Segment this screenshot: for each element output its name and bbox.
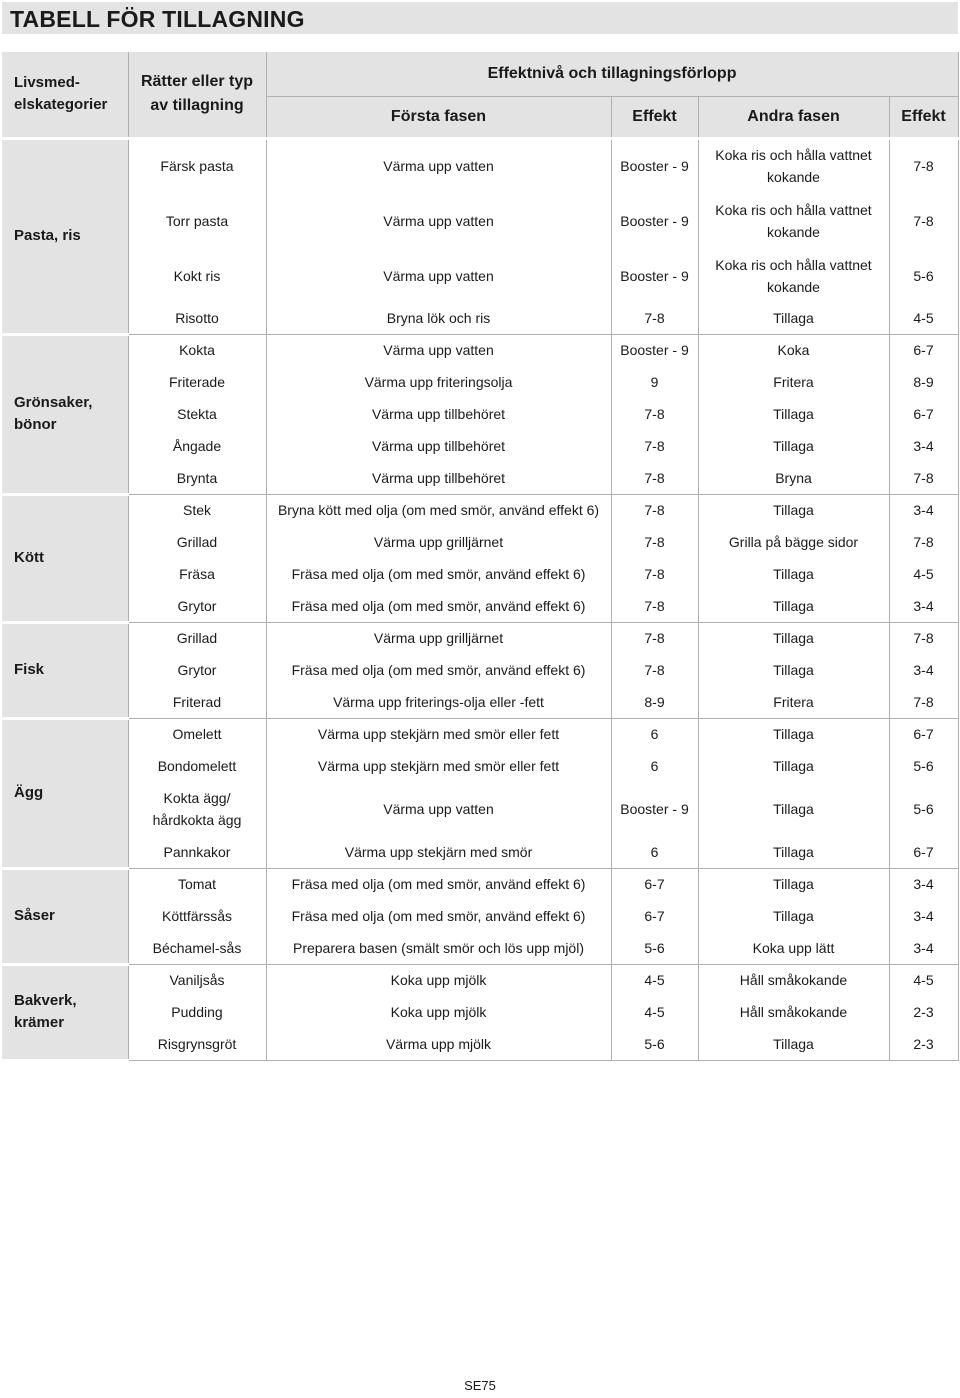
effect1-cell: 7-8 — [611, 303, 698, 334]
dish-cell: Béchamel-sås — [128, 932, 266, 964]
phase2-cell: Tillaga — [698, 654, 889, 686]
table-body — [2, 138, 958, 1060]
phase2-cell: Tillaga — [698, 430, 889, 462]
dish-cell: Grillad — [128, 526, 266, 558]
table-row — [2, 868, 958, 900]
dish-cell: Risgrynsgröt — [128, 1028, 266, 1060]
text-line: Bakverk, — [14, 992, 77, 1009]
effect2-cell: 7-8 — [889, 622, 958, 654]
table-row — [2, 462, 958, 494]
page-number: SE75 — [464, 1378, 496, 1393]
table-row — [2, 494, 958, 526]
dish-cell: Stekta — [128, 398, 266, 430]
category-label: Pasta, ris — [2, 138, 128, 334]
table-row — [2, 248, 958, 303]
dish-cell: Friterade — [128, 366, 266, 398]
effect1-cell: 7-8 — [611, 590, 698, 622]
table-row — [2, 750, 958, 782]
effect2-cell: 3-4 — [889, 430, 958, 462]
effect2-cell: 7-8 — [889, 686, 958, 718]
effect1-cell: 7-8 — [611, 526, 698, 558]
dish-cell: Köttfärssås — [128, 900, 266, 932]
header-dish — [128, 52, 266, 138]
table-row — [2, 622, 958, 654]
table-row — [2, 964, 958, 996]
effect2-cell: 5-6 — [889, 248, 958, 303]
table-row — [2, 334, 958, 366]
phase2-cell: Tillaga — [698, 718, 889, 750]
phase2-cell: Tillaga — [698, 558, 889, 590]
category-label: Kött — [2, 494, 128, 622]
phase2-cell: Bryna — [698, 462, 889, 494]
phase1-cell: Värma upp vatten — [266, 248, 611, 303]
effect1-cell: 6 — [611, 836, 698, 868]
category-label: Fisk — [2, 622, 128, 718]
effect2-cell: 6-7 — [889, 334, 958, 366]
effect1-cell: 7-8 — [611, 558, 698, 590]
header-category — [2, 52, 128, 138]
text-line: krämer — [14, 1014, 65, 1031]
table-row — [2, 138, 958, 193]
effect2-cell: 2-3 — [889, 1028, 958, 1060]
phase2-cell: Fritera — [698, 366, 889, 398]
category-label — [2, 964, 128, 1060]
effect1-cell: Booster - 9 — [611, 334, 698, 366]
effect1-cell: 4-5 — [611, 996, 698, 1028]
dish-cell: Omelett — [128, 718, 266, 750]
table-row — [2, 996, 958, 1028]
effect1-cell: 9 — [611, 366, 698, 398]
phase1-cell: Värma upp vatten — [266, 138, 611, 193]
effect2-cell: 3-4 — [889, 654, 958, 686]
effect2-cell: 5-6 — [889, 750, 958, 782]
dish-cell: Färsk pasta — [128, 138, 266, 193]
effect2-cell: 7-8 — [889, 462, 958, 494]
phase1-cell: Värma upp vatten — [266, 334, 611, 366]
dish-cell: Pudding — [128, 996, 266, 1028]
phase1-cell: Preparera basen (smält smör och lös upp mjöl) — [266, 932, 611, 964]
header-phase1: Första fasen — [266, 96, 611, 138]
phase1-cell: Fräsa med olja (om med smör, använd effekt 6) — [266, 868, 611, 900]
table-row — [2, 558, 958, 590]
effect2-cell: 7-8 — [889, 193, 958, 248]
phase1-cell: Värma upp grilljärnet — [266, 622, 611, 654]
text-line: kokande — [767, 278, 820, 295]
dish-cell: Bondomelett — [128, 750, 266, 782]
table-row — [2, 526, 958, 558]
phase1-cell: Värma upp friterings-olja eller -fett — [266, 686, 611, 718]
dish-cell: Vaniljsås — [128, 964, 266, 996]
effect2-cell: 5-6 — [889, 782, 958, 836]
title-bar — [2, 2, 958, 34]
effect1-cell: 7-8 — [611, 430, 698, 462]
phase1-cell: Bryna lök och ris — [266, 303, 611, 334]
effect2-cell: 3-4 — [889, 590, 958, 622]
table-row — [2, 590, 958, 622]
text-line: bönor — [14, 416, 57, 433]
phase1-cell: Värma upp friteringsolja — [266, 366, 611, 398]
phase1-cell: Fräsa med olja (om med smör, använd effekt 6) — [266, 590, 611, 622]
effect1-cell: 6 — [611, 718, 698, 750]
table-row — [2, 366, 958, 398]
phase1-cell: Fräsa med olja (om med smör, använd effekt 6) — [266, 558, 611, 590]
category-label: Ägg — [2, 718, 128, 868]
table-row — [2, 430, 958, 462]
effect1-cell: 5-6 — [611, 932, 698, 964]
phase1-cell: Värma upp stekjärn med smör eller fett — [266, 750, 611, 782]
phase2-cell — [698, 138, 889, 193]
header-effect1: Effekt — [611, 96, 698, 138]
category-label: Såser — [2, 868, 128, 964]
phase2-cell: Tillaga — [698, 900, 889, 932]
effect2-cell: 4-5 — [889, 303, 958, 334]
effect1-cell: 7-8 — [611, 622, 698, 654]
effect2-cell: 3-4 — [889, 932, 958, 964]
table-row — [2, 193, 958, 248]
phase2-cell: Tillaga — [698, 398, 889, 430]
effect2-cell: 4-5 — [889, 558, 958, 590]
effect1-cell: 7-8 — [611, 494, 698, 526]
effect2-cell: 3-4 — [889, 900, 958, 932]
phase1-cell: Värma upp stekjärn med smör — [266, 836, 611, 868]
header-category-line2: elskategorier — [14, 96, 108, 114]
phase1-cell: Värma upp vatten — [266, 782, 611, 836]
dish-cell: Risotto — [128, 303, 266, 334]
effect1-cell: 6-7 — [611, 868, 698, 900]
text-line: kokande — [767, 223, 820, 240]
phase2-cell: Tillaga — [698, 1028, 889, 1060]
dish-cell: Grytor — [128, 654, 266, 686]
phase2-cell: Håll småkokande — [698, 996, 889, 1028]
effect1-cell: Booster - 9 — [611, 138, 698, 193]
phase1-cell: Värma upp mjölk — [266, 1028, 611, 1060]
phase1-cell: Koka upp mjölk — [266, 996, 611, 1028]
effect2-cell: 3-4 — [889, 494, 958, 526]
dish-cell: Brynta — [128, 462, 266, 494]
effect1-cell: 8-9 — [611, 686, 698, 718]
phase2-cell — [698, 193, 889, 248]
phase1-cell: Värma upp vatten — [266, 193, 611, 248]
phase2-cell: Tillaga — [698, 590, 889, 622]
phase2-cell: Fritera — [698, 686, 889, 718]
page-title: TABELL FÖR TILLAGNING — [10, 6, 305, 32]
text-line: Koka ris och hålla vattnet — [715, 147, 872, 164]
effect1-cell: Booster - 9 — [611, 193, 698, 248]
dish-cell: Stek — [128, 494, 266, 526]
table-row — [2, 932, 958, 964]
text-line: Grönsaker, — [14, 394, 93, 411]
phase2-cell — [698, 248, 889, 303]
phase1-cell: Värma upp tillbehöret — [266, 398, 611, 430]
table-row — [2, 900, 958, 932]
effect2-cell: 6-7 — [889, 718, 958, 750]
phase1-cell: Värma upp tillbehöret — [266, 430, 611, 462]
effect1-cell: 7-8 — [611, 398, 698, 430]
effect1-cell: 5-6 — [611, 1028, 698, 1060]
phase1-cell: Bryna kött med olja (om med smör, använd effekt 6) — [266, 494, 611, 526]
text-line: hårdkokta ägg — [152, 812, 242, 828]
effect2-cell: 2-3 — [889, 996, 958, 1028]
effect2-cell: 7-8 — [889, 138, 958, 193]
text-line: Koka ris och hålla vattnet — [715, 201, 872, 218]
dish-cell: Fräsa — [128, 558, 266, 590]
text-line: kokande — [767, 169, 820, 186]
phase2-cell: Tillaga — [698, 782, 889, 836]
dish-cell: Grillad — [128, 622, 266, 654]
phase2-cell: Tillaga — [698, 836, 889, 868]
phase2-cell: Koka — [698, 334, 889, 366]
table-row — [2, 686, 958, 718]
effect1-cell: 6-7 — [611, 900, 698, 932]
effect1-cell: 4-5 — [611, 964, 698, 996]
phase1-cell: Fräsa med olja (om med smör, använd effekt 6) — [266, 900, 611, 932]
table-row — [2, 782, 958, 836]
category-label — [2, 334, 128, 494]
effect2-cell: 8-9 — [889, 366, 958, 398]
table-row — [2, 398, 958, 430]
table-row — [2, 836, 958, 868]
dish-cell: Torr pasta — [128, 193, 266, 248]
effect1-cell: 7-8 — [611, 462, 698, 494]
phase2-cell: Tillaga — [698, 750, 889, 782]
header-category-line1: Livsmed- — [14, 74, 80, 92]
table-row — [2, 303, 958, 334]
header-effect2: Effekt — [889, 96, 958, 138]
phase2-cell: Tillaga — [698, 622, 889, 654]
effect1-cell: 6 — [611, 750, 698, 782]
dish-cell: Grytor — [128, 590, 266, 622]
phase2-cell: Håll småkokande — [698, 964, 889, 996]
phase1-cell: Värma upp stekjärn med smör eller fett — [266, 718, 611, 750]
dish-cell: Pannkakor — [128, 836, 266, 868]
phase2-cell: Tillaga — [698, 494, 889, 526]
phase1-cell: Värma upp grilljärnet — [266, 526, 611, 558]
dish-cell: Tomat — [128, 868, 266, 900]
table-row — [2, 1028, 958, 1060]
effect1-cell: 7-8 — [611, 654, 698, 686]
phase1-cell: Värma upp tillbehöret — [266, 462, 611, 494]
effect2-cell: 6-7 — [889, 836, 958, 868]
dish-cell: Friterad — [128, 686, 266, 718]
header-group: Effektnivå och tillagningsförlopp — [266, 52, 958, 96]
text-line: Kokta ägg/ — [163, 790, 231, 806]
phase2-cell: Tillaga — [698, 303, 889, 334]
header-dish-line2: av tillagning — [150, 97, 244, 115]
effect2-cell: 4-5 — [889, 964, 958, 996]
dish-cell: Ångade — [128, 430, 266, 462]
phase1-cell: Koka upp mjölk — [266, 964, 611, 996]
dish-cell: Kokta — [128, 334, 266, 366]
effect2-cell: 3-4 — [889, 868, 958, 900]
effect1-cell: Booster - 9 — [611, 782, 698, 836]
dish-cell — [128, 782, 266, 836]
phase1-cell: Fräsa med olja (om med smör, använd effekt 6) — [266, 654, 611, 686]
dish-cell: Kokt ris — [128, 248, 266, 303]
phase2-cell: Grilla på bägge sidor — [698, 526, 889, 558]
effect2-cell: 6-7 — [889, 398, 958, 430]
header-dish-line1: Rätter eller typ — [140, 73, 254, 91]
phase2-cell: Tillaga — [698, 868, 889, 900]
effect2-cell: 7-8 — [889, 526, 958, 558]
effect1-cell: Booster - 9 — [611, 248, 698, 303]
cooking-table — [2, 52, 959, 1062]
table-row — [2, 654, 958, 686]
table-row — [2, 718, 958, 750]
header-phase2: Andra fasen — [698, 96, 889, 138]
phase2-cell: Koka upp lätt — [698, 932, 889, 964]
text-line: Koka ris och hålla vattnet — [715, 256, 872, 273]
